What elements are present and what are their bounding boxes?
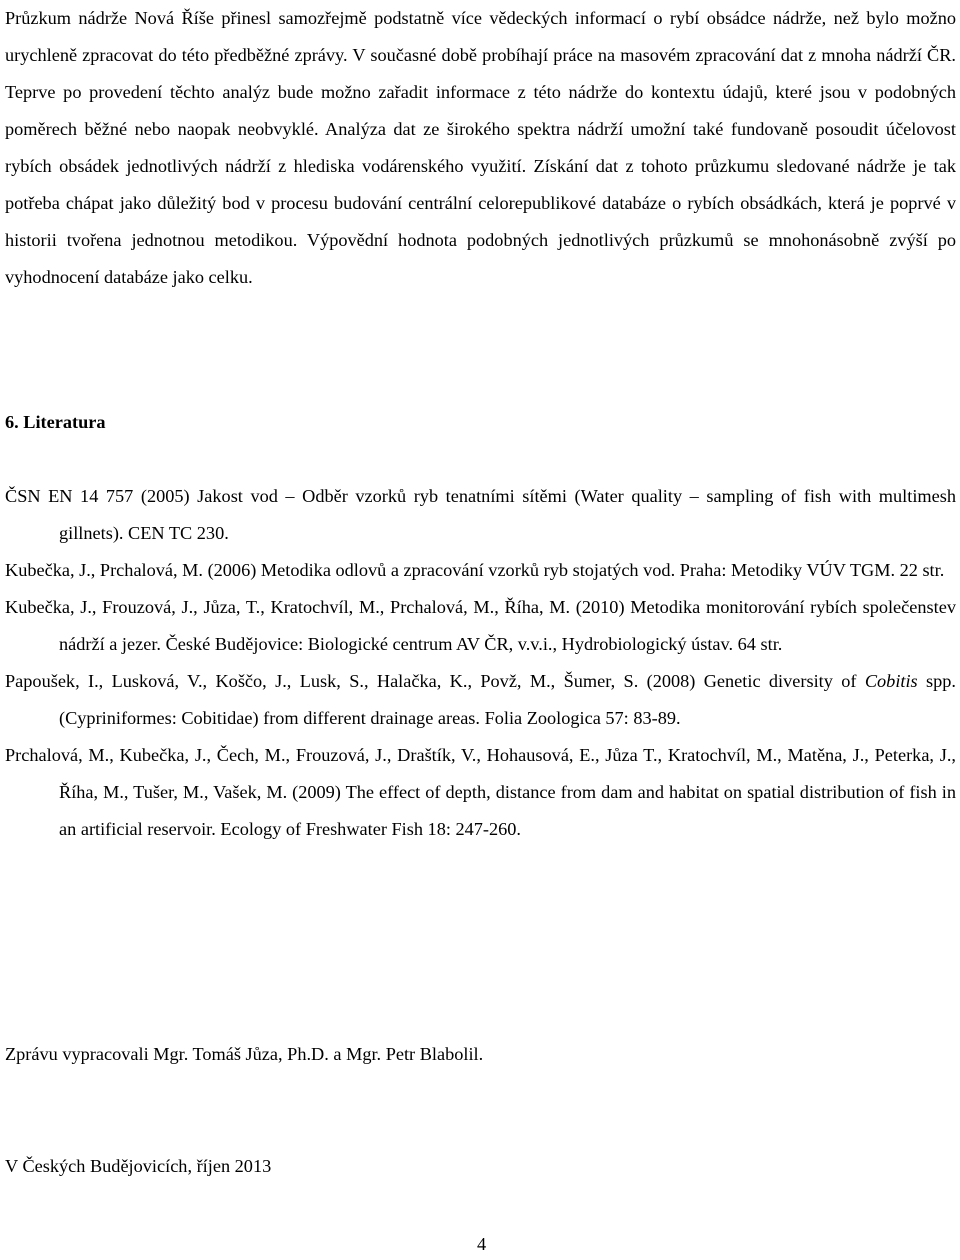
document-page — [5, 0, 956, 1260]
reference-item-prchalova-2009: Prchalová, M., Kubečka, J., Čech, M., Frouzová, J., Draštík, V., Hohausová, E., Jůza T., Kratochvíl, M., Matěna, J., Peterka, J., Říha, M., Tušer, M., Vašek, M. (2009) The effect of depth, distance from dam and habitat on spatial distribution of fish in an artificial reservoir. Ecology of Freshwater Fish 18: 247-260. — [5, 745, 956, 839]
author-signature: Zprávu vypracovali Mgr. Tomáš Jůza, Ph.D. a Mgr. Petr Blabolil. — [5, 1044, 484, 1064]
reference-item-kubecka-2006: Kubečka, J., Prchalová, M. (2006) Metodika odlovů a zpracování vzorků ryb stojatých vod. Praha: Metodiky VÚV TGM. 22 str. — [5, 560, 945, 580]
body-paragraph: Průzkum nádrže Nová Říše přinesl samozřejmě podstatně více vědeckých informací o rybí obsádce nádrže, než bylo možno urychleně zpracovat do této předběžné zprávy. V současné době probíhají práce na masovém zpracování dat z mnoha nádrží ČR. Teprve po provedení těchto analýz bude možno zařadit informace z této nádrže do kontextu údajů, které jsou v podobných poměrech běžné nebo naopak neobvyklé. Analýza dat ze širokého spektra nádrží umožní také fundovaně posoudit účelovost rybích obsádek jednotlivých nádrží z hlediska vodárenského využití. Získání dat z tohoto průzkumu sledované nádrže je tak potřeba chápat jako důležitý bod v procesu budování centrální celorepublikové databáze o rybích obsádkách, která je poprvé v historii tvořena jednotnou metodikou. Výpovědní hodnota podobných jednotlivých průzkumů se mnohonásobně zvýší po vyhodnocení databáze jako celku. — [5, 8, 956, 287]
reference-item-csn: ČSN EN 14 757 (2005) Jakost vod – Odběr vzorků ryb tenatními sítěmi (Water quality – sampling of fish with multimesh gillnets). CEN TC 230. — [5, 486, 956, 543]
reference-text-part: spp. (Cypriniformes: Cobitidae) from different drainage areas. Folia Zoologica 57: 83-89. — [59, 671, 956, 728]
place-date: V Českých Budějovicích, říjen 2013 — [5, 1156, 272, 1176]
reference-item-papousek-2008 — [5, 663, 956, 737]
reference-list — [5, 478, 956, 848]
page-number: 4 — [477, 1234, 487, 1254]
section-heading-literatura: 6. Literatura — [5, 412, 106, 432]
reference-italic-taxon: Cobitis — [864, 671, 918, 691]
reference-item-kubecka-2010: Kubečka, J., Frouzová, J., Jůza, T., Kratochvíl, M., Prchalová, M., Říha, M. (2010) Metodika monitorování rybích společenstev nádrží a jezer. České Budějovice: Biologické centrum AV ČR, v.v.i., Hydrobiologický ústav. 64 str. — [5, 597, 956, 654]
reference-text-part: Papoušek, I., Lusková, V., Koščo, J., Lusk, S., Halačka, K., Povž, M., Šumer, S. (2008) Genetic diversity of — [5, 671, 865, 691]
